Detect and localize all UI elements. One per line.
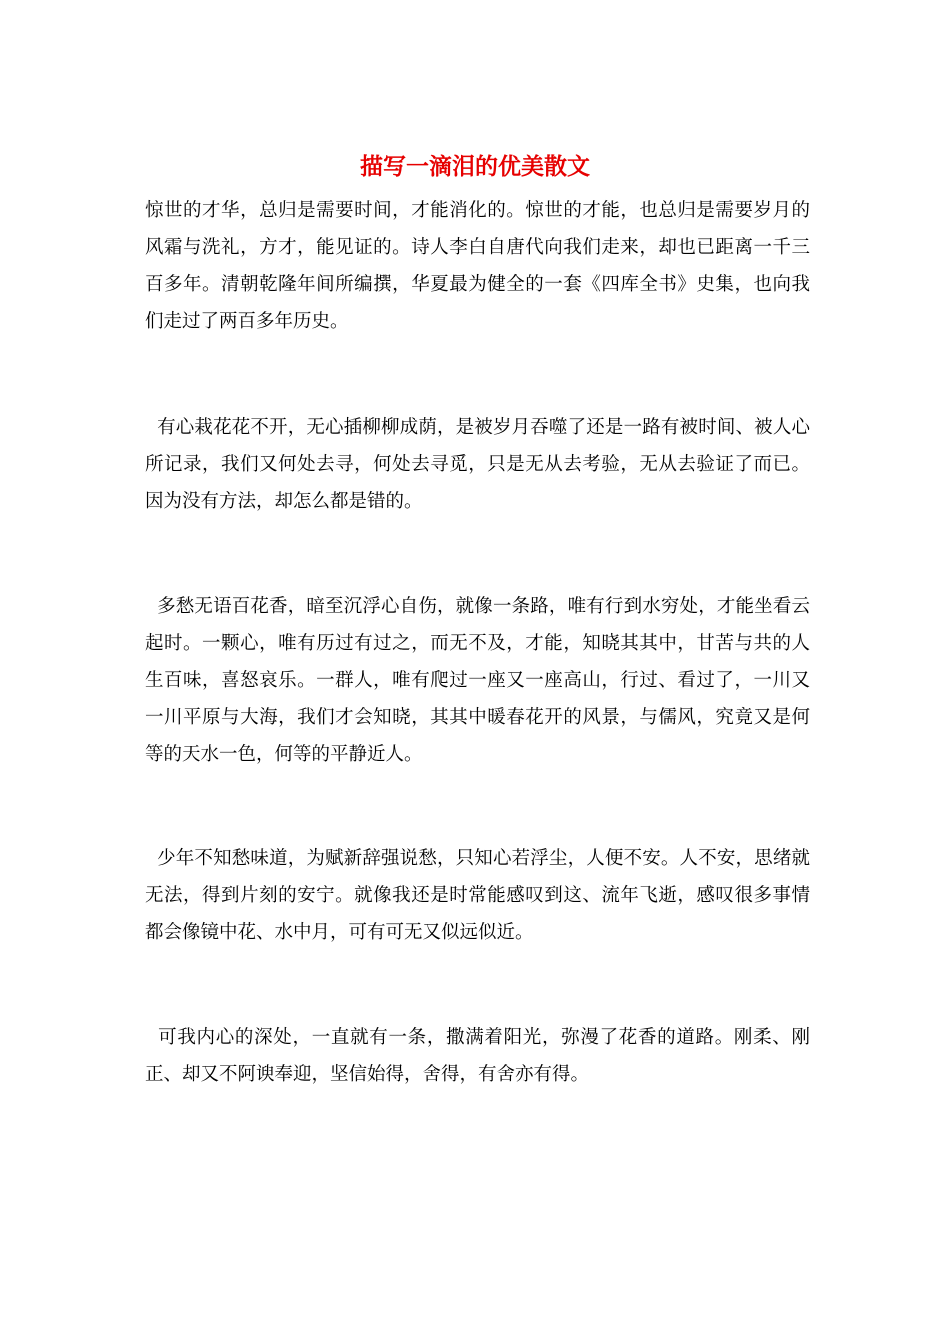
document-title: 描写一滴泪的优美散文 [360,153,590,180]
paragraph-3: 多愁无语百花香，暗至沉浮心自伤，就像一条路，唯有行到水穷处，才能坐看云起时。一颗心，唯有历过有过之，而无不及，才能，知晓其其中，甘苦与共的人生百味，喜怒哀乐。一群人，唯有爬过一座又一座高山，行过、看过了，一川又一川平原与大海，我们才会知晓，其其中暖春花开的风景，与儒风，究竟又是何等的天水一色，何等的平静近人。 [145,596,810,765]
paragraph-4: 少年不知愁味道，为赋新辞强说愁，只知心若浮尘，人便不安。人不安，思绪就无法，得到片刻的安宁。就像我还是时常能感叹到这、流年飞逝，感叹很多事情都会像镜中花、水中月，可有可无又似远似近。 [145,848,810,943]
paragraph-2: 有心栽花花不开，无心插柳柳成荫，是被岁月吞噬了还是一路有被时间、被人心所记录，我们又何处去寻，何处去寻觅，只是无从去考验，无从去验证了而已。因为没有方法，却怎么都是错的。 [145,417,810,512]
paragraph-1: 惊世的才华，总归是需要时间，才能消化的。惊世的才能，也总归是需要岁月的风霜与洗礼，方才，能见证的。诗人李白自唐代向我们走来，却也已距离一千三百多年。清朝乾隆年间所编撰，华夏最为健全的一套《四库全书》史集，也向我们走过了两百多年历史。 [145,200,810,332]
paragraph-5: 可我内心的深处，一直就有一条，撒满着阳光，弥漫了花香的道路。刚柔、刚正、却又不阿谀奉迎，坚信始得，舍得，有舍亦有得。 [145,1027,810,1085]
